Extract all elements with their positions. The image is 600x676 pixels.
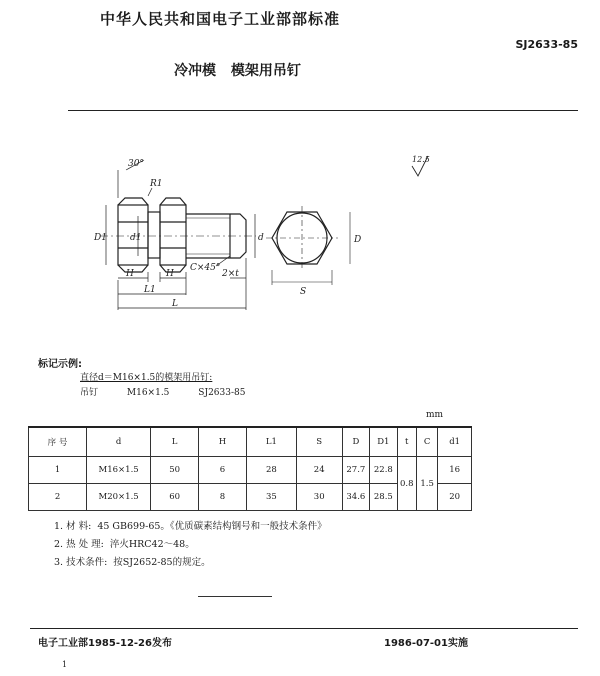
header-L: L [151, 427, 199, 457]
note-label: 2. 热 处 理: [54, 539, 104, 550]
cell-D1: 28.5 [370, 484, 397, 511]
thread-length-label: 2×t [222, 269, 239, 279]
dimension-H-label-2: H [166, 269, 174, 279]
cell-D1: 22.8 [370, 457, 397, 484]
note-text: 按SJ2652-85的规定。 [113, 557, 211, 568]
example-part-code: SJ2633-85 [198, 388, 246, 398]
marking-example-line-2 [80, 385, 271, 398]
footer-divider [30, 628, 578, 629]
technical-notes [54, 518, 327, 572]
dimension-d-label: d [258, 233, 264, 243]
cell-L: 60 [151, 484, 199, 511]
example-part-name: 吊钉 [80, 388, 99, 398]
cell-no: 2 [29, 484, 87, 511]
dimension-table [28, 426, 472, 511]
header-d: d [87, 427, 151, 457]
cell-S: 24 [296, 457, 342, 484]
dimension-H-label-1: H [126, 269, 134, 279]
dimension-D-label: D [354, 235, 362, 245]
cell-d: M20×1.5 [87, 484, 151, 511]
standard-organization: 中华人民共和国电子工业部部标准 [100, 10, 341, 28]
header-D: D [342, 427, 369, 457]
header-S: S [296, 427, 342, 457]
example-part-size: M16×1.5 [126, 388, 170, 398]
cell-C: 1.5 [416, 457, 437, 511]
radius-label: R1 [150, 179, 163, 189]
title-divider [68, 110, 578, 111]
table-row [29, 457, 472, 484]
nut-side [160, 205, 186, 265]
note-text: 淬火HRC42～48。 [109, 539, 195, 550]
note-text: 45 GB699-65。《优质碳素结构钢号和一般技术条件》 [97, 521, 327, 532]
cell-L1: 35 [246, 484, 296, 511]
cell-d1: 20 [438, 484, 472, 511]
table-header-row [29, 427, 472, 457]
header-H: H [199, 427, 247, 457]
cell-L: 50 [151, 457, 199, 484]
unit-label: mm [426, 410, 444, 420]
page-number: 1 [62, 660, 68, 669]
angle-label: 30° [128, 159, 144, 169]
header-t: t [397, 427, 416, 457]
end-divider [198, 596, 272, 597]
chamfer-label: C×45° [190, 263, 221, 273]
note-technical-conditions [54, 554, 327, 572]
header-C: C [416, 427, 437, 457]
standard-code: SJ2633-85 [515, 38, 578, 51]
cell-no: 1 [29, 457, 87, 484]
note-label: 1. 材 料: [54, 521, 92, 532]
cell-d: M16×1.5 [87, 457, 151, 484]
bolt-drawing [80, 150, 500, 325]
dimension-L1-label: L1 [144, 285, 156, 295]
cell-t: 0.8 [397, 457, 416, 511]
roughness-label: 12.5 [412, 155, 430, 164]
cell-H: 8 [199, 484, 247, 511]
cell-L1: 28 [246, 457, 296, 484]
cell-H: 6 [199, 457, 247, 484]
cell-D: 34.6 [342, 484, 369, 511]
note-label: 3. 技术条件: [54, 557, 108, 568]
cell-S: 30 [296, 484, 342, 511]
header-D1: D1 [370, 427, 397, 457]
marking-example-line-1: 直径d＝M16×1.5的模架用吊钉: [80, 373, 213, 383]
cell-d1: 16 [438, 457, 472, 484]
dimension-D1-label: D1 [94, 233, 107, 243]
header-d1: d1 [438, 427, 472, 457]
dimension-S-label: S [300, 287, 307, 297]
document-title: 冷冲模 模架用吊钉 [174, 63, 301, 79]
effective-date: 1986-07-01实施 [384, 638, 468, 649]
note-heat-treatment [54, 536, 327, 554]
dimension-d1-label: d1 [130, 233, 142, 243]
marking-example-heading: 标记示例: [38, 359, 82, 370]
dimension-L-label: L [172, 299, 178, 309]
issue-date: 电子工业部1985-12-26发布 [38, 638, 172, 649]
note-material [54, 518, 327, 536]
cell-D: 27.7 [342, 457, 369, 484]
header-L1: L1 [246, 427, 296, 457]
header-no: 序 号 [29, 427, 87, 457]
